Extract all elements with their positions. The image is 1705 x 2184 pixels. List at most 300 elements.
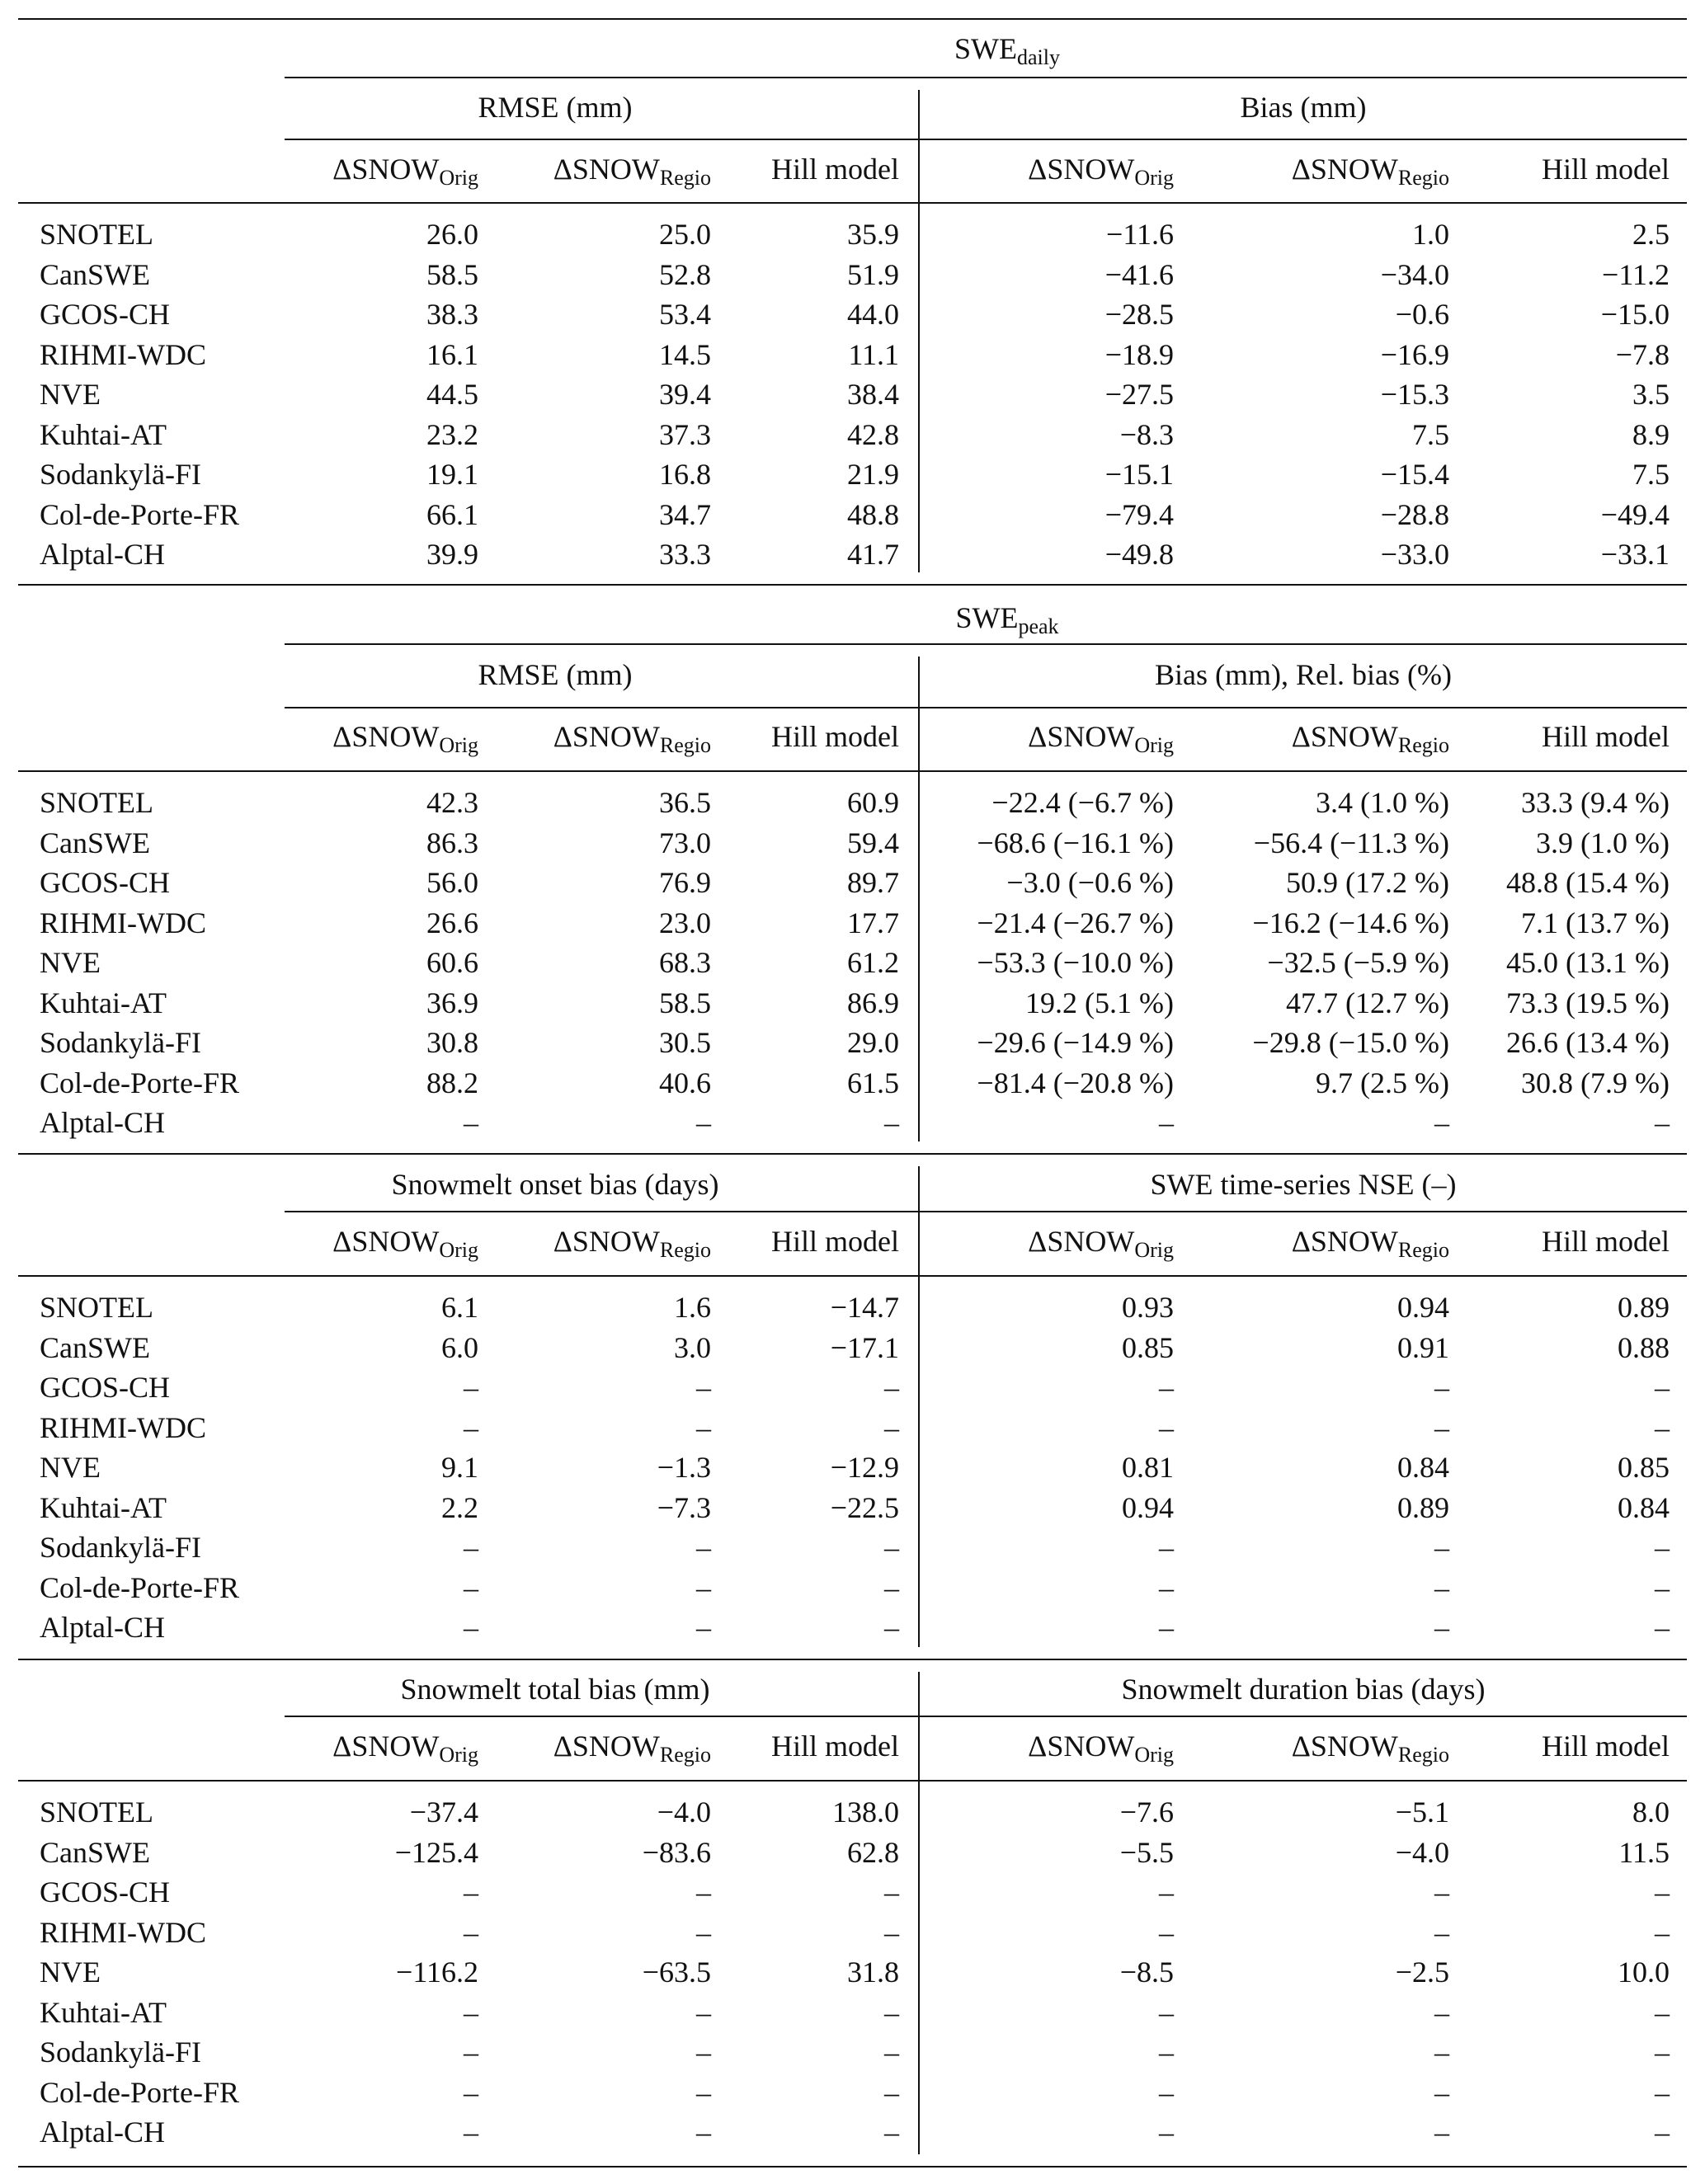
section-0-cell-0-1: [659, 217, 711, 252]
section-3-left-title: [401, 1672, 710, 1706]
section-3-cell-8-0-text: –: [464, 2116, 478, 2149]
section-0-cell-1-4-text: −34.0: [1380, 257, 1449, 291]
section-0-cell-6-2-text: 21.9: [847, 458, 899, 491]
section-3-cell-5-2-text: –: [884, 1995, 899, 2029]
section-3-col-header-4: [1291, 1729, 1449, 1767]
section-0-cell-6-0: [426, 457, 478, 492]
section-3-station-4: [40, 1955, 101, 1989]
section-2-col-header-3-base: ΔSNOW: [1028, 1225, 1135, 1258]
section-0-cell-8-2-text: 41.7: [847, 538, 899, 571]
section-1-cell-6-0-text: 30.8: [426, 1026, 478, 1059]
section-0-col-header-4-base: ΔSNOW: [1291, 153, 1398, 186]
section-3-cell-4-3-text: −8.5: [1119, 1956, 1174, 1989]
section-3-station-2-text: GCOS-CH: [40, 1876, 171, 1909]
section-0-cell-7-2: [847, 497, 899, 532]
section-0-cell-8-1-text: 33.3: [659, 538, 711, 571]
section-3-station-8: [40, 2115, 165, 2149]
section-0-cell-5-1: [659, 417, 711, 452]
section-0-cell-0-2-text: 35.9: [847, 218, 899, 251]
section-2-cell-5-1-text: −7.3: [657, 1490, 711, 1524]
section-0-cell-0-0-text: 26.0: [426, 218, 478, 251]
section-1-cell-1-3-text: −68.6 (−16.1 %): [977, 826, 1174, 859]
section-1-cell-3-1: [659, 906, 711, 940]
section-1-station-7-text: Col-de-Porte-FR: [40, 1066, 239, 1099]
section-3-cell-7-0-text: –: [464, 2075, 478, 2109]
section-1-cell-1-0: [426, 826, 478, 860]
section-1-cell-8-1-text: –: [696, 1106, 711, 1139]
section-3-cell-4-4: [1396, 1955, 1449, 1989]
section-1-cell-8-2: [884, 1105, 899, 1140]
section-2-group-rule: [285, 1211, 1687, 1212]
section-0-left-title: [478, 90, 632, 125]
section-2-cell-5-3: [1122, 1490, 1174, 1525]
section-3-cell-7-3-text: –: [1159, 2075, 1174, 2109]
section-2-col-header-4-base: ΔSNOW: [1291, 1225, 1398, 1258]
section-0-cell-8-2: [847, 537, 899, 572]
section-3-cell-6-3-text: –: [1159, 2036, 1174, 2069]
section-1-super-title-subscript: peak: [1018, 614, 1059, 638]
section-1-col-header-2: [771, 719, 899, 754]
section-2-col-header-4-subscript: Regio: [1397, 1238, 1449, 1262]
section-3-cell-0-4: [1396, 1795, 1449, 1829]
section-1-col-header-0: [332, 719, 478, 757]
section-2-cell-2-1-text: –: [696, 1371, 711, 1404]
section-1-cell-5-5: [1506, 986, 1670, 1020]
section-1-cell-2-2-text: 89.7: [847, 866, 899, 899]
section-3-cell-2-3-text: –: [1159, 1876, 1174, 1909]
section-0-cell-8-1: [659, 537, 711, 572]
section-1-col-header-2-base: Hill model: [771, 720, 899, 753]
section-3-cell-4-1-text: −63.5: [642, 1956, 711, 1989]
section-1-cell-2-2: [847, 865, 899, 900]
section-3-station-2: [40, 1875, 170, 1909]
section-0-cell-5-1-text: 37.3: [659, 417, 711, 451]
section-3-station-7-text: Col-de-Porte-FR: [40, 2075, 239, 2109]
section-3-header-rule: [18, 1780, 1687, 1782]
section-3-cell-6-5: [1655, 2035, 1670, 2069]
section-0-cell-0-3: [1106, 217, 1174, 252]
section-2-cell-5-0: [441, 1490, 478, 1525]
section-2-cell-2-0-text: –: [464, 1371, 478, 1404]
section-1-cell-8-3-text: –: [1159, 1106, 1174, 1139]
section-2-col-header-3-subscript: Orig: [1134, 1238, 1174, 1262]
section-0-cell-2-2: [847, 297, 899, 332]
section-1-bottom-rule: [18, 1153, 1687, 1155]
section-1-cell-8-3: [1159, 1105, 1174, 1140]
section-1-station-8-text: Alptal-CH: [40, 1106, 165, 1139]
section-0-cell-3-0: [426, 337, 478, 372]
section-3-cell-1-2-text: 62.8: [847, 1835, 899, 1869]
section-3-cell-3-1-text: –: [696, 1915, 711, 1949]
section-2-right-title: [1151, 1167, 1457, 1202]
section-1-cell-5-1-text: 58.5: [659, 986, 711, 1019]
section-2-cell-4-0-text: 9.1: [441, 1451, 478, 1484]
section-2-col-header-0-base: ΔSNOW: [332, 1225, 440, 1258]
section-2-cell-6-2-text: –: [884, 1531, 899, 1564]
section-1-cell-5-5-text: 73.3 (19.5 %): [1506, 986, 1670, 1019]
section-1-cell-4-2-text: 61.2: [847, 946, 899, 979]
section-3-cell-0-1: [657, 1795, 711, 1829]
section-0-cell-6-5-text: 7.5: [1632, 458, 1670, 491]
section-1-cell-0-4: [1316, 785, 1449, 820]
section-2-cell-3-5: [1655, 1410, 1670, 1445]
section-1-cell-0-4-text: 3.4 (1.0 %): [1316, 786, 1449, 819]
section-1-station-0-text: SNOTEL: [40, 786, 153, 819]
section-1-station-5: [40, 986, 167, 1020]
section-2-cell-5-5: [1618, 1490, 1670, 1525]
section-2-station-0-text: SNOTEL: [40, 1291, 153, 1324]
section-0-col-header-4-subscript: Regio: [1397, 166, 1449, 190]
section-2-col-header-1-subscript: Regio: [659, 1238, 711, 1262]
section-2-cell-8-2: [884, 1610, 899, 1645]
section-3-col-header-2-base: Hill model: [771, 1730, 899, 1763]
section-3-cell-3-0: [464, 1915, 478, 1950]
section-1-cell-6-1: [659, 1025, 711, 1060]
section-0-cell-1-1: [659, 257, 711, 292]
section-0-cell-1-5: [1602, 257, 1670, 292]
section-3-col-header-1: [553, 1729, 711, 1767]
section-3-cell-5-1-text: –: [696, 1995, 711, 2029]
section-2-cell-6-4-text: –: [1434, 1531, 1449, 1564]
section-1-cell-5-2-text: 86.9: [847, 986, 899, 1019]
section-0-cell-5-0-text: 23.2: [426, 417, 478, 451]
section-3-cell-3-5: [1655, 1915, 1670, 1950]
section-3-cell-7-5: [1655, 2075, 1670, 2110]
section-1-station-2: [40, 865, 170, 900]
section-2-divider: [918, 1166, 920, 1647]
section-1-col-header-4-base: ΔSNOW: [1291, 720, 1398, 753]
section-3-col-header-3: [1028, 1729, 1174, 1767]
section-2-cell-2-0: [464, 1370, 478, 1405]
section-0-col-header-5: [1542, 152, 1670, 186]
section-1-cell-1-2: [847, 826, 899, 860]
section-0-cell-7-3: [1105, 497, 1174, 532]
section-0-cell-7-4-text: −28.8: [1380, 497, 1449, 531]
section-3-cell-8-2: [884, 2115, 899, 2149]
section-3-cell-5-3: [1159, 1995, 1174, 2030]
section-3-cell-6-1: [696, 2035, 711, 2069]
section-2-col-header-0: [332, 1224, 478, 1262]
section-0-col-header-4: [1291, 152, 1449, 190]
section-3-col-header-0-subscript: Orig: [439, 1743, 478, 1767]
section-1-cell-2-1-text: 76.9: [659, 866, 711, 899]
section-3-cell-0-3-text: −7.6: [1119, 1796, 1174, 1829]
section-3-cell-8-1: [696, 2115, 711, 2149]
section-2-cell-5-1: [657, 1490, 711, 1525]
section-1-cell-3-3: [977, 906, 1174, 940]
section-1-super-title-base: SWE: [955, 601, 1019, 634]
section-0-cell-5-3: [1120, 417, 1174, 452]
section-2-cell-6-4: [1434, 1530, 1449, 1565]
section-2-cell-1-5: [1618, 1330, 1670, 1365]
section-2-station-8-text: Alptal-CH: [40, 1611, 165, 1644]
section-1-group-rule: [285, 707, 1687, 708]
section-3-cell-6-3: [1159, 2035, 1174, 2069]
section-3-cell-6-5-text: –: [1655, 2036, 1670, 2069]
section-0-cell-2-4: [1396, 297, 1449, 332]
section-0-station-4-text: NVE: [40, 378, 101, 411]
section-0-super-title: [954, 31, 1060, 69]
section-3-cell-6-0: [464, 2035, 478, 2069]
section-1-cell-0-3-text: −22.4 (−6.7 %): [991, 786, 1174, 819]
section-3-station-0: [40, 1795, 153, 1829]
section-3-col-header-5-base: Hill model: [1542, 1730, 1670, 1763]
section-0-cell-8-0: [426, 537, 478, 572]
section-1-cell-3-5: [1521, 906, 1670, 940]
section-2-cell-1-5-text: 0.88: [1618, 1330, 1670, 1364]
section-1-cell-8-4-text: –: [1434, 1106, 1449, 1139]
section-0-station-3-text: RIHMI-WDC: [40, 337, 206, 371]
section-2-col-header-0-subscript: Orig: [439, 1238, 478, 1262]
section-3-cell-4-0: [396, 1955, 478, 1989]
section-2-cell-7-2: [884, 1570, 899, 1605]
section-0-cell-5-5-text: 8.9: [1632, 417, 1670, 451]
section-1-cell-4-1: [659, 945, 711, 980]
section-0-station-4: [40, 377, 101, 412]
section-3-cell-2-0: [464, 1875, 478, 1909]
section-3-station-3-text: RIHMI-WDC: [40, 1915, 206, 1949]
section-1-cell-8-5-text: –: [1655, 1106, 1670, 1139]
section-1-cell-4-4: [1267, 945, 1449, 980]
section-1-cell-2-5-text: 48.8 (15.4 %): [1506, 866, 1670, 899]
section-0-cell-8-5: [1601, 537, 1670, 572]
section-1-cell-2-4-text: 50.9 (17.2 %): [1286, 866, 1449, 899]
section-2-cell-8-1: [696, 1610, 711, 1645]
section-3-station-8-text: Alptal-CH: [40, 2116, 165, 2149]
section-1-cell-7-1: [659, 1066, 711, 1100]
section-0-cell-4-2-text: 38.4: [847, 378, 899, 411]
section-1-cell-7-4-text: 9.7 (2.5 %): [1316, 1066, 1449, 1099]
section-3-station-3: [40, 1915, 206, 1950]
section-2-cell-2-4: [1434, 1370, 1449, 1405]
section-0-cell-1-1-text: 52.8: [659, 257, 711, 291]
section-3-col-header-2: [771, 1729, 899, 1763]
section-1-cell-6-4: [1252, 1025, 1449, 1060]
section-2-cell-2-1: [696, 1370, 711, 1405]
section-0-cell-5-3-text: −8.3: [1119, 417, 1174, 451]
section-2-cell-4-2: [831, 1450, 899, 1485]
section-0-cell-3-5-text: −7.8: [1615, 337, 1670, 371]
section-1-header-rule: [18, 770, 1687, 772]
section-3-cell-1-5: [1618, 1835, 1670, 1870]
section-1-cell-2-3: [1006, 865, 1174, 900]
section-2-station-1-text: CanSWE: [40, 1330, 150, 1364]
section-3-cell-0-5-text: 8.0: [1632, 1796, 1670, 1829]
section-1-station-5-text: Kuhtai-AT: [40, 986, 167, 1019]
section-3-station-0-text: SNOTEL: [40, 1796, 153, 1829]
section-2-cell-7-4: [1434, 1570, 1449, 1605]
section-2-station-8: [40, 1610, 165, 1645]
section-2-cell-3-0: [464, 1410, 478, 1445]
section-0-left-title-text: RMSE (mm): [478, 91, 633, 124]
section-2-cell-8-1-text: –: [696, 1611, 711, 1644]
section-3-station-1: [40, 1835, 150, 1870]
section-3-cell-5-0-text: –: [464, 1995, 478, 2029]
section-0-cell-2-1-text: 53.4: [659, 298, 711, 331]
section-0-cell-4-1-text: 39.4: [659, 378, 711, 411]
section-0-cell-1-0-text: 58.5: [426, 257, 478, 291]
section-0-cell-0-3-text: −11.6: [1106, 218, 1174, 251]
section-3-cell-6-0-text: –: [464, 2036, 478, 2069]
section-1-station-1: [40, 826, 150, 860]
section-2-cell-1-4: [1397, 1330, 1449, 1365]
section-1-cell-0-2-text: 60.9: [847, 786, 899, 819]
section-0-station-7: [40, 497, 239, 532]
section-1-cell-1-5: [1536, 826, 1670, 860]
section-3-cell-7-5-text: –: [1655, 2075, 1670, 2109]
section-3-col-header-3-base: ΔSNOW: [1028, 1730, 1135, 1763]
section-2-cell-0-0: [441, 1290, 478, 1325]
section-2-cell-0-4: [1397, 1290, 1449, 1325]
section-2-cell-7-0: [464, 1570, 478, 1605]
section-0-station-5-text: Kuhtai-AT: [40, 417, 167, 451]
section-2-cell-0-2: [831, 1290, 899, 1325]
section-2-cell-8-3: [1159, 1610, 1174, 1645]
section-3-col-header-0-base: ΔSNOW: [332, 1730, 440, 1763]
section-3-cell-7-4-text: –: [1434, 2075, 1449, 2109]
section-0-cell-6-1: [659, 457, 711, 492]
section-3-col-header-0: [332, 1729, 478, 1767]
section-1-cell-7-5-text: 30.8 (7.9 %): [1521, 1066, 1670, 1099]
section-2-station-7-text: Col-de-Porte-FR: [40, 1570, 239, 1604]
section-2-cell-6-3-text: –: [1159, 1531, 1174, 1564]
section-2-cell-7-5-text: –: [1655, 1570, 1670, 1604]
section-0-cell-8-3: [1105, 537, 1174, 572]
section-3-cell-3-3: [1159, 1915, 1174, 1950]
section-1-cell-5-4-text: 47.7 (12.7 %): [1286, 986, 1449, 1019]
section-1-cell-1-1: [659, 826, 711, 860]
section-3-cell-0-4-text: −5.1: [1395, 1796, 1449, 1829]
section-1-cell-4-0-text: 60.6: [426, 946, 478, 979]
section-2-cell-3-2-text: –: [884, 1410, 899, 1444]
section-2-cell-6-5-text: –: [1655, 1531, 1670, 1564]
section-3-right-title: [1122, 1672, 1486, 1706]
section-2-left-title: [392, 1167, 719, 1202]
section-0-bottom-rule: [18, 584, 1687, 586]
section-1-cell-1-1-text: 73.0: [659, 826, 711, 859]
section-2-station-6-text: Sodankylä-FI: [40, 1531, 201, 1564]
section-0-cell-2-5-text: −15.0: [1600, 298, 1670, 331]
section-0-cell-5-4-text: 7.5: [1412, 417, 1449, 451]
section-2-cell-3-1-text: –: [696, 1410, 711, 1444]
section-2-cell-6-1: [696, 1530, 711, 1565]
section-3-cell-7-0: [464, 2075, 478, 2110]
section-0-col-header-2: [771, 152, 899, 186]
section-0-cell-0-1-text: 25.0: [659, 218, 711, 251]
section-1-col-header-0-base: ΔSNOW: [332, 720, 440, 753]
section-0-station-3: [40, 337, 206, 372]
section-2-cell-8-5: [1655, 1610, 1670, 1645]
section-1-cell-1-4: [1254, 826, 1449, 860]
section-0-cell-6-5: [1632, 457, 1670, 492]
section-3-cell-2-0-text: –: [464, 1876, 478, 1909]
section-3-cell-3-4-text: –: [1434, 1915, 1449, 1949]
section-3-col-header-1-base: ΔSNOW: [553, 1730, 660, 1763]
section-1-cell-3-2-text: 17.7: [847, 906, 899, 939]
section-2-cell-0-5: [1618, 1290, 1670, 1325]
section-0-cell-4-5-text: 3.5: [1632, 378, 1670, 411]
section-2-col-header-1: [553, 1224, 711, 1262]
section-0-cell-6-3: [1105, 457, 1174, 492]
section-3-cell-1-5-text: 11.5: [1618, 1835, 1670, 1869]
section-3-group-rule: [285, 1716, 1687, 1717]
section-0-cell-6-2: [847, 457, 899, 492]
section-2-cell-6-2: [884, 1530, 899, 1565]
section-2-cell-1-2-text: −17.1: [830, 1330, 899, 1364]
section-0-cell-3-0-text: 16.1: [426, 337, 478, 371]
section-0-col-header-1: [553, 152, 711, 190]
section-2-right-title-text: SWE time-series NSE (–): [1150, 1168, 1457, 1201]
section-1-cell-4-2: [847, 945, 899, 980]
section-3-cell-1-1-text: −83.6: [642, 1835, 711, 1869]
section-2-cell-0-5-text: 0.89: [1618, 1291, 1670, 1324]
section-3-cell-6-4: [1434, 2035, 1449, 2069]
section-3-cell-6-2: [884, 2035, 899, 2069]
section-3-station-4-text: NVE: [40, 1956, 101, 1989]
section-3-cell-7-3: [1159, 2075, 1174, 2110]
section-1-left-title: [478, 657, 632, 692]
section-0-col-header-1-base: ΔSNOW: [553, 153, 660, 186]
section-3-cell-0-0-text: −37.4: [409, 1796, 478, 1829]
section-0-super-title-subscript: daily: [1017, 45, 1060, 69]
section-1-cell-6-3-text: −29.6 (−14.9 %): [977, 1026, 1174, 1059]
section-3-cell-8-0: [464, 2115, 478, 2149]
section-1-cell-4-5-text: 45.0 (13.1 %): [1506, 946, 1670, 979]
section-1-station-7: [40, 1066, 239, 1100]
section-0-right-title: [1241, 90, 1367, 125]
section-1-cell-1-0-text: 86.3: [426, 826, 478, 859]
section-2-cell-5-4: [1397, 1490, 1449, 1525]
section-2-cell-8-3-text: –: [1159, 1611, 1174, 1644]
section-1-station-0: [40, 785, 153, 820]
section-0-cell-4-0-text: 44.5: [426, 378, 478, 411]
section-2-cell-2-3: [1159, 1370, 1174, 1405]
section-1-cell-6-1-text: 30.5: [659, 1026, 711, 1059]
section-2-cell-8-5-text: –: [1655, 1611, 1670, 1644]
section-0-cell-5-5: [1632, 417, 1670, 452]
section-2-station-7: [40, 1570, 239, 1605]
section-3-cell-2-4: [1434, 1875, 1449, 1909]
section-0-col-header-0-base: ΔSNOW: [332, 153, 440, 186]
section-3-cell-3-0-text: –: [464, 1915, 478, 1949]
section-2-cell-0-3-text: 0.93: [1122, 1291, 1174, 1324]
section-0-station-1-text: CanSWE: [40, 257, 150, 291]
section-3-cell-7-1: [696, 2075, 711, 2110]
section-0-cell-1-2-text: 51.9: [847, 257, 899, 291]
section-2-station-3: [40, 1410, 206, 1445]
section-2-station-4: [40, 1450, 101, 1485]
section-1-col-header-0-subscript: Orig: [439, 733, 478, 757]
section-1-col-header-5: [1542, 719, 1670, 754]
section-3-cell-5-4: [1434, 1995, 1449, 2030]
section-3-right-title-text: Snowmelt duration bias (days): [1121, 1673, 1486, 1706]
section-2-cell-4-1-text: −1.3: [657, 1451, 711, 1484]
section-0-col-header-5-base: Hill model: [1542, 153, 1670, 186]
section-1-cell-8-5: [1655, 1105, 1670, 1140]
section-0-cell-3-2: [848, 337, 899, 372]
section-0-cell-0-4-text: 1.0: [1412, 218, 1449, 251]
section-3-cell-3-2-text: –: [884, 1915, 899, 1949]
section-3-cell-1-0: [395, 1835, 478, 1870]
section-1-station-6-text: Sodankylä-FI: [40, 1026, 201, 1059]
section-0-super-title-base: SWE: [954, 32, 1017, 65]
section-0-station-5: [40, 417, 167, 452]
section-1-cell-3-4: [1252, 906, 1449, 940]
section-0-cell-7-4: [1381, 497, 1449, 532]
section-0-cell-1-4: [1381, 257, 1449, 292]
section-2-cell-0-1-text: 1.6: [674, 1291, 711, 1324]
section-0-cell-1-2: [847, 257, 899, 292]
